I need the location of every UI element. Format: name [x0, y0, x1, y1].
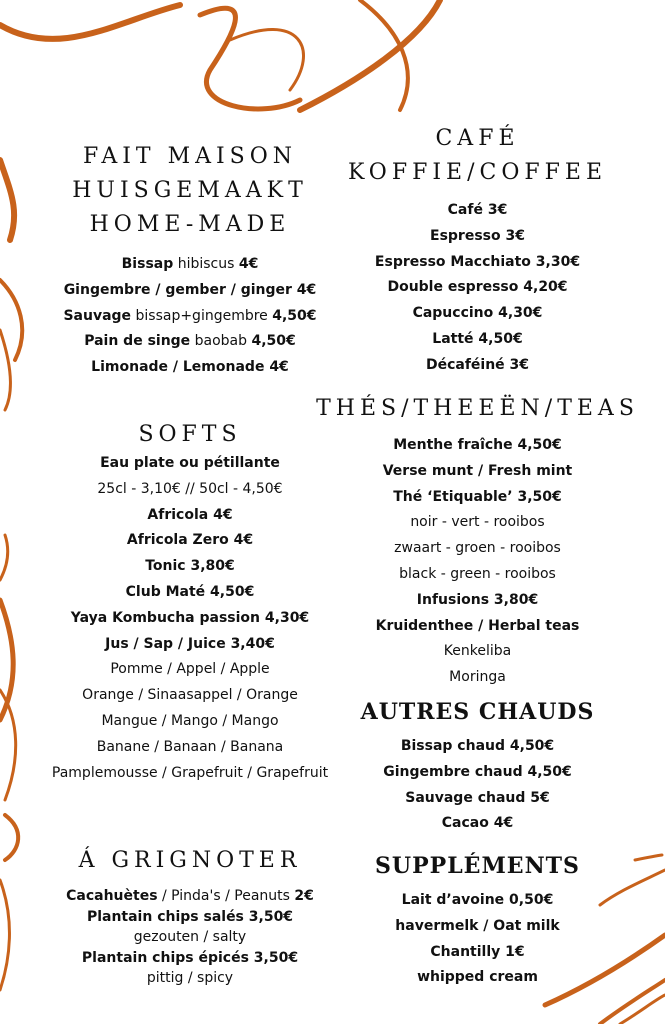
menu-item-bold-text: Décaféiné 3€ — [425, 356, 530, 373]
menu-item — [300, 510, 655, 536]
menu-item-text: Mangue / Mango / Mango — [101, 712, 279, 729]
menu-item-bold-text: Bissap chaud 4,50€ — [400, 738, 555, 754]
menu-item-bold-text: Menthe fraîche 4,50€ — [393, 437, 562, 453]
brush-stroke — [230, 30, 304, 90]
menu-item-bold-text: Eau plate ou pétillante — [100, 455, 280, 471]
menu-item-bold-text: Infusions 3,80€ — [416, 591, 539, 608]
menu-item — [300, 760, 655, 786]
menu-item-text: Pamplemousse / Grapefruit / Grapefruit — [51, 764, 329, 781]
menu-items — [300, 433, 655, 691]
menu-item-text: bissap+gingembre — [131, 307, 273, 324]
menu-item-bold-text: Jus / Sap / Juice 3,40€ — [105, 635, 275, 652]
brush-stroke — [0, 160, 14, 240]
menu-item-text: / Pinda's / Peanuts — [157, 888, 295, 904]
cafe-section — [300, 122, 655, 379]
section-title-line: FAIT MAISON — [82, 144, 298, 169]
brush-stroke — [200, 8, 300, 109]
section-title — [300, 122, 655, 190]
menu-items — [300, 734, 655, 837]
menu-item-bold-text: Latté 4,50€ — [432, 330, 523, 347]
menu-item — [300, 459, 655, 485]
menu-item — [300, 965, 655, 991]
section-title — [300, 851, 655, 881]
autres-chauds-section — [300, 697, 655, 837]
menu-item-bold-text: 2€ — [294, 888, 314, 904]
menu-item-text: noir - vert - rooibos — [410, 514, 545, 531]
menu-item — [300, 250, 655, 276]
menu-item-bold-text: Chantilly 1€ — [430, 943, 525, 960]
section-title-line: HOME-MADE — [89, 212, 291, 237]
menu-item-bold-text: 4,50€ — [272, 307, 317, 324]
menu-item-bold-text: Yaya Kombucha passion 4,30€ — [70, 609, 310, 626]
section-title-line: CAFÉ — [435, 126, 520, 151]
menu-item-bold-text: Espresso Macchiato 3,30€ — [374, 253, 581, 270]
section-title-line: THÉS/THEEËN/TEAS — [316, 396, 639, 421]
menu-item-bold-text: Verse munt / Fresh mint — [382, 462, 573, 479]
menu-item-bold-text: Cacahuètes — [66, 888, 158, 904]
brush-stroke — [0, 5, 180, 39]
menu-item-text: Banane / Banaan / Banana — [96, 738, 284, 755]
menu-item — [300, 353, 655, 379]
menu-item-bold-text: Gingembre / gember / ginger 4€ — [63, 281, 317, 298]
menu-item-bold-text: Café 3€ — [447, 202, 508, 218]
menu-item-bold-text: 4€ — [238, 256, 259, 272]
menu-item — [300, 536, 655, 562]
brush-stroke — [620, 995, 665, 1024]
menu-item — [300, 588, 655, 614]
menu-item-bold-text: Kruidenthee / Herbal teas — [375, 617, 580, 634]
menu-item — [300, 614, 655, 640]
menu-item — [300, 914, 655, 940]
brush-stroke — [0, 535, 8, 580]
section-title-line: Á GRIGNOTER — [78, 848, 302, 873]
menu-item — [300, 198, 655, 224]
menu-items — [300, 198, 655, 379]
section-title — [300, 697, 655, 727]
menu-item-bold-text: whipped cream — [417, 969, 538, 986]
menu-items — [300, 888, 655, 991]
menu-item — [300, 811, 655, 837]
brush-stroke — [300, 0, 440, 110]
brush-stroke — [0, 280, 22, 360]
menu-item — [300, 562, 655, 588]
menu-item — [300, 665, 655, 691]
section-title-line: SOFTS — [138, 422, 242, 447]
menu-item-bold-text: Double espresso 4,20€ — [387, 279, 568, 296]
menu-item-bold-text: Tonic 3,80€ — [145, 558, 235, 575]
menu-item-text: zwaart - groen - rooibos — [394, 540, 561, 557]
menu-item-bold-text: Plantain chips épicés 3,50€ — [81, 949, 299, 966]
menu-item — [300, 301, 655, 327]
menu-item-bold-text: Thé ‘Etiquable’ 3,50€ — [393, 488, 562, 505]
supplements-section — [300, 851, 655, 991]
menu-item-bold-text: Lait d’avoine 0,50€ — [401, 892, 554, 908]
menu-item-bold-text: Cacao 4€ — [441, 815, 514, 832]
menu-item-bold-text: Limonade / Lemonade 4€ — [91, 359, 289, 376]
menu-item — [300, 734, 655, 760]
menu-item-text: baobab — [190, 333, 252, 350]
section-title-line: KOFFIE/COFFEE — [347, 160, 608, 185]
menu-item-text: black - green - rooibos — [399, 565, 556, 582]
menu-item-bold-text: Gingembre chaud 4,50€ — [383, 763, 572, 780]
menu-item-text: pittig / spicy — [146, 970, 234, 986]
section-title-line: AUTRES CHAUDS — [360, 699, 595, 725]
menu-item-text: Orange / Sinaasappel / Orange — [82, 687, 298, 704]
menu-item-text: Moringa — [449, 669, 506, 686]
menu-item-text: hibiscus — [173, 256, 239, 272]
menu-item — [300, 433, 655, 459]
menu-item-bold-text: 4,50€ — [251, 333, 296, 350]
brush-stroke — [5, 815, 18, 860]
menu-item-bold-text: Plantain chips salés 3,50€ — [86, 908, 294, 925]
brush-stroke — [0, 880, 9, 990]
menu-item — [300, 940, 655, 966]
menu-item-bold-text: Bissap — [121, 256, 174, 272]
menu-item-text: Kenkeliba — [443, 643, 512, 660]
menu-item — [300, 639, 655, 665]
thes-section — [300, 392, 655, 691]
menu-item-bold-text: Capuccino 4,30€ — [412, 305, 543, 322]
section-title-line: HUISGEMAAKT — [72, 178, 308, 203]
menu-item — [300, 485, 655, 511]
menu-item — [300, 224, 655, 250]
section-title-line: SUPPLÉMENTS — [375, 853, 580, 879]
menu-item — [300, 888, 655, 914]
menu-item — [300, 327, 655, 353]
section-title — [300, 392, 655, 426]
menu-item-bold-text: Africola 4€ — [147, 506, 233, 523]
menu-item-text: Pomme / Appel / Apple — [110, 661, 270, 678]
menu-item-bold-text: Espresso 3€ — [430, 227, 525, 244]
brush-stroke — [360, 0, 408, 110]
menu-item-bold-text: Sauvage — [63, 307, 132, 324]
menu-item-bold-text: Sauvage chaud 5€ — [405, 789, 550, 806]
menu-item-text: gezouten / salty — [133, 929, 247, 945]
menu-item-bold-text: havermelk / Oat milk — [395, 917, 560, 934]
menu-item — [300, 786, 655, 812]
menu-item-bold-text: Club Maté 4,50€ — [125, 583, 255, 600]
brush-stroke — [0, 690, 16, 800]
menu-item-bold-text: Pain de singe — [84, 333, 191, 350]
menu-item-bold-text: Africola Zero 4€ — [126, 532, 254, 549]
brush-stroke — [0, 330, 10, 410]
menu-item-text: 25cl - 3,10€ // 50cl - 4,50€ — [97, 480, 283, 497]
menu-item — [300, 275, 655, 301]
